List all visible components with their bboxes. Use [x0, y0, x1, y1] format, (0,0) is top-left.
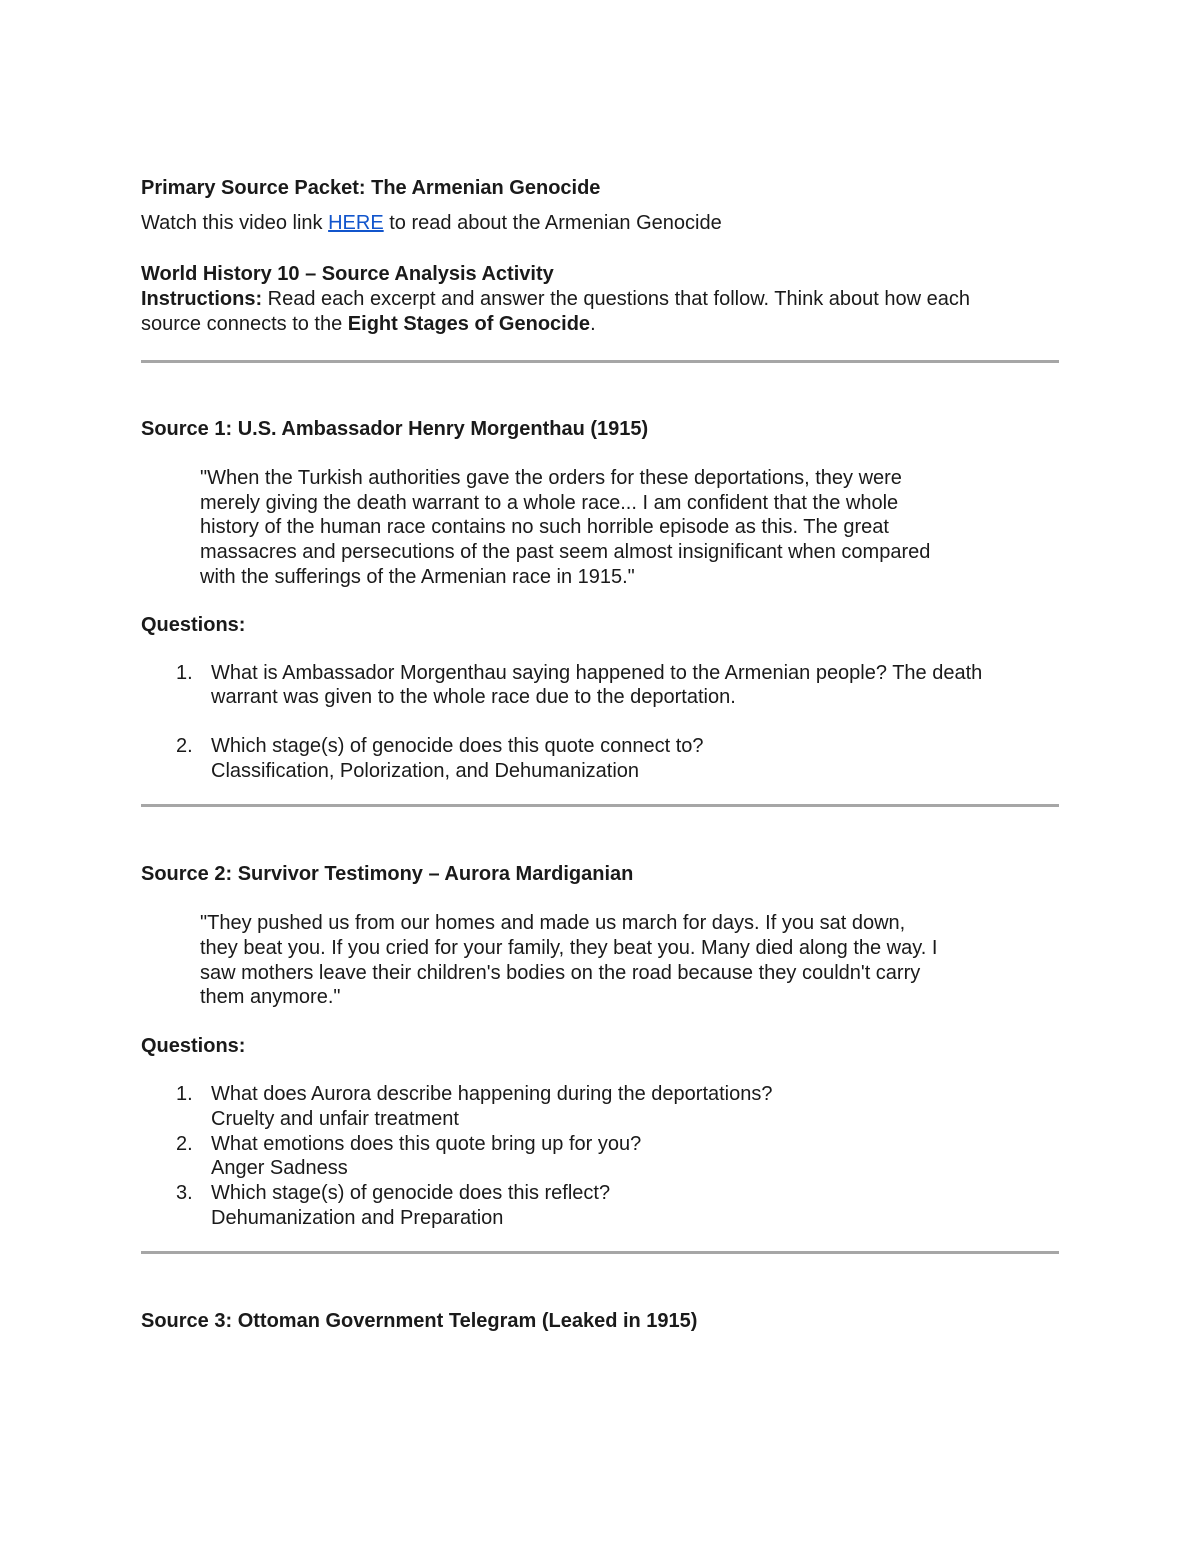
answer-text: warrant was given to the whole race due to the deportation. [211, 686, 736, 709]
quote-line: history of the human race contains no such horrible episode as this. The great [200, 516, 889, 539]
quote-line: them anymore." [200, 986, 341, 1009]
source-2-question-list [141, 1082, 1059, 1230]
question-text: What emotions does this quote bring up for you? [211, 1132, 642, 1155]
source-2-questions-label: Questions: [141, 1035, 246, 1058]
quote-line: they beat you. If you cried for your family, they beat you. Many died along the way. I [200, 937, 938, 960]
question-number: 2. [176, 1132, 193, 1155]
video-link-line [141, 211, 1059, 236]
course-title: World History 10 – Source Analysis Activity [141, 263, 554, 285]
instructions-line-1 [141, 287, 1059, 312]
question-item [141, 661, 1059, 710]
source-1-quote [141, 466, 1059, 590]
quote-line: merely giving the death warrant to a whole race... I am confident that the whole [200, 491, 899, 514]
instructions-line-2 [141, 312, 1059, 337]
instructions-text-2: source connects to the [141, 313, 348, 335]
document-page [141, 176, 1059, 1334]
quote-line: saw mothers leave their children's bodies on the road because they couldn't carry [200, 961, 921, 984]
quote-line: "They pushed us from our homes and made us march for days. If you sat down, [200, 912, 906, 935]
instructions-label: Instructions: [141, 288, 263, 310]
question-text: Which stage(s) of genocide does this quote connect to? [211, 734, 704, 757]
quote-line: massacres and persecutions of the past seem almost insignificant when compared [200, 541, 931, 564]
source-1-questions-label: Questions: [141, 613, 246, 636]
answer-text: Dehumanization and Preparation [211, 1206, 504, 1229]
source-1-heading: Source 1: U.S. Ambassador Henry Morgenthau (1915) [141, 418, 649, 440]
answer-text: Anger Sadness [211, 1157, 348, 1180]
question-text: Which stage(s) of genocide does this reflect? [211, 1181, 611, 1204]
instructions-end: . [590, 313, 596, 335]
quote-line: with the sufferings of the Armenian race in 1915." [200, 565, 635, 588]
question-item [141, 734, 1059, 783]
answer-text: Classification, Polorization, and Dehumanization [211, 759, 640, 782]
question-number: 2. [176, 734, 193, 757]
quote-line: "When the Turkish authorities gave the orders for these deportations, they were [200, 467, 902, 489]
question-text: What is Ambassador Morgenthau saying happened to the Armenian people? The death [211, 661, 983, 684]
question-text: What does Aurora describe happening during the deportations? [211, 1083, 773, 1106]
question-item [141, 1132, 1059, 1181]
source-1-question-list [141, 661, 1059, 784]
instructions-text-1: Read each excerpt and answer the questions that follow. Think about how each [262, 288, 970, 310]
source-2-heading: Source 2: Survivor Testimony – Aurora Mardiganian [141, 863, 634, 886]
question-item [141, 1181, 1059, 1230]
question-number: 3. [176, 1181, 193, 1204]
question-item [141, 1082, 1059, 1131]
document-title: Primary Source Packet: The Armenian Genocide [141, 177, 601, 199]
question-number: 1. [176, 661, 193, 684]
answer-text: Cruelty and unfair treatment [211, 1107, 459, 1130]
question-number: 1. [176, 1083, 193, 1106]
source-2-quote [141, 911, 1059, 1010]
source-3-heading: Source 3: Ottoman Government Telegram (Leaked in 1915) [141, 1310, 698, 1333]
video-link[interactable]: HERE [328, 212, 384, 234]
instructions-emphasis: Eight Stages of Genocide [347, 313, 591, 335]
video-link-prefix: Watch this video link [141, 212, 329, 234]
video-link-suffix: to read about the Armenian Genocide [383, 212, 722, 234]
